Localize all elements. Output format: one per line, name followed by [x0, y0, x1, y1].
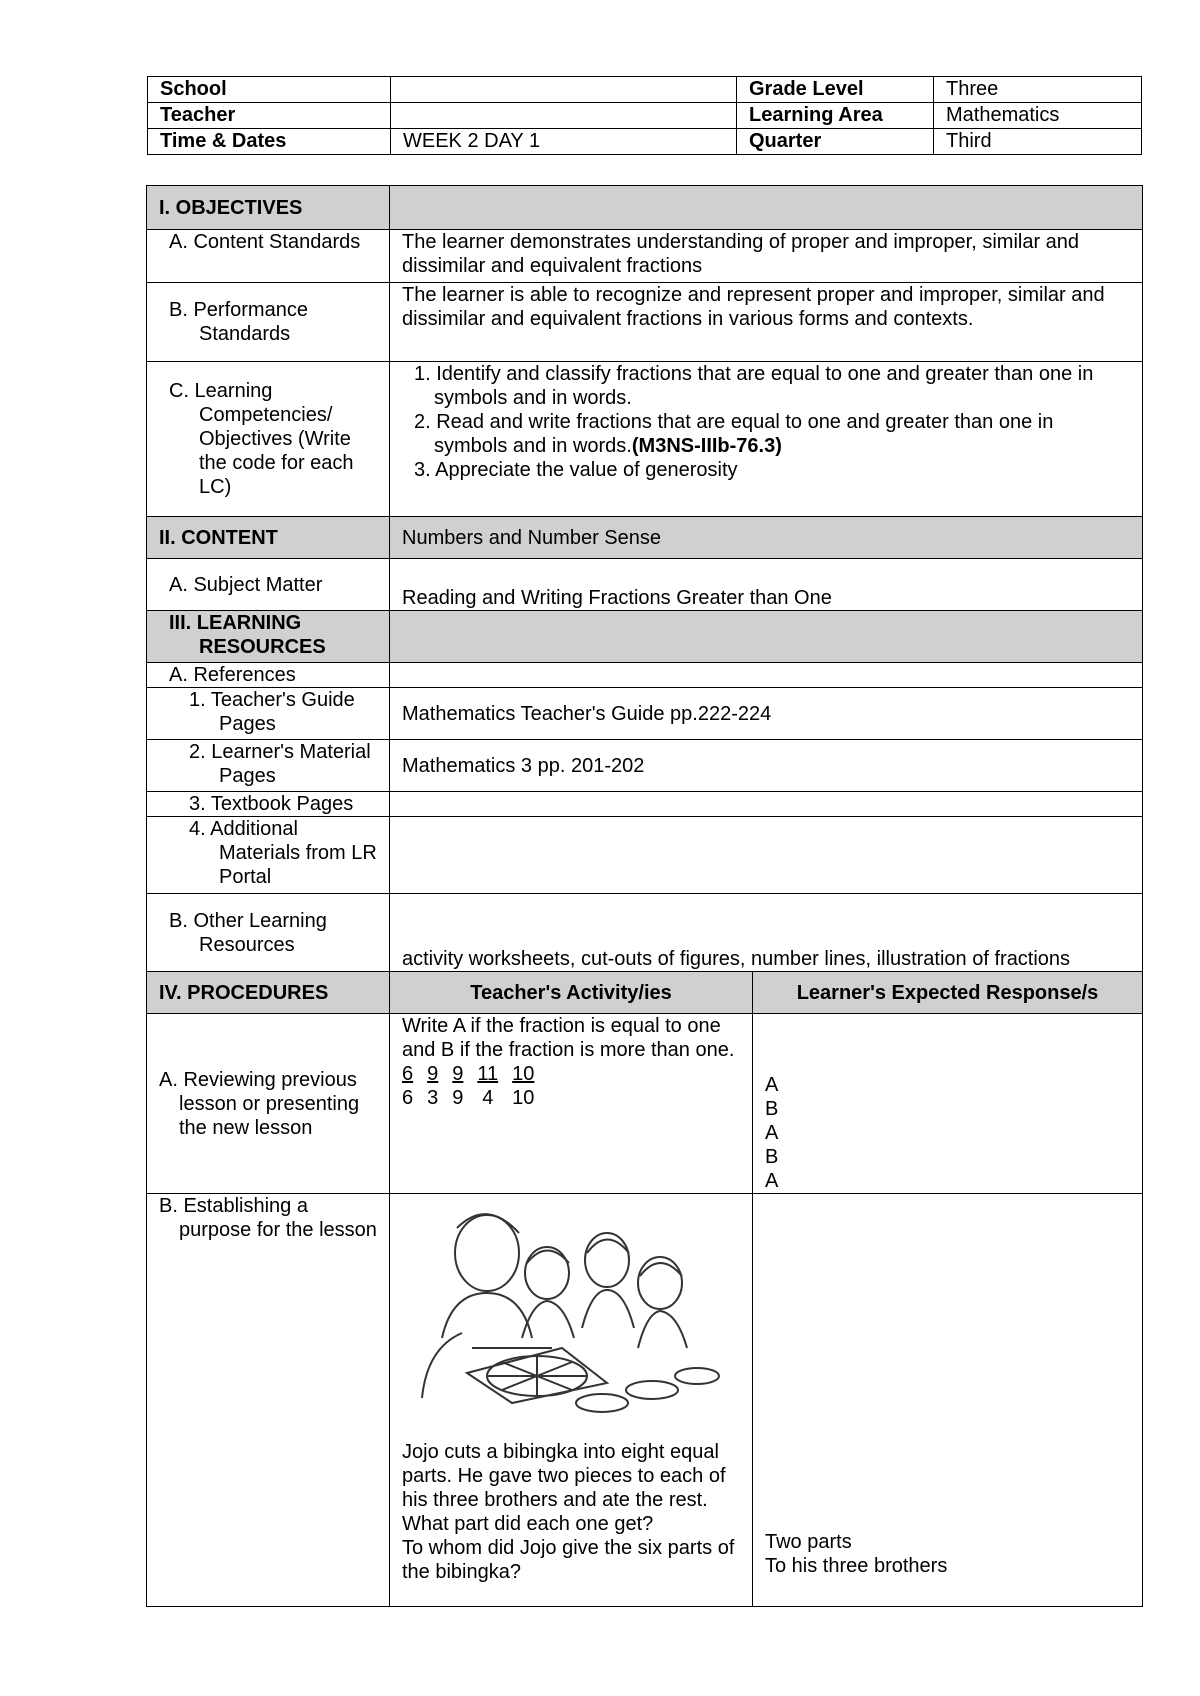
resources-heading: III. LEARNING RESOURCES [147, 611, 390, 663]
fraction-numerator: 10 [512, 1063, 535, 1085]
objectives-heading-blank [390, 186, 1143, 230]
fraction-denominator: 3 [427, 1087, 439, 1109]
teacher-label: Teacher [148, 103, 391, 129]
reviewing-answers [753, 1014, 1143, 1194]
fraction-denominator: 10 [512, 1087, 535, 1109]
textbook-label: 3. Textbook Pages [147, 792, 390, 817]
lesson-plan-table [146, 185, 1143, 1607]
additional-materials-value [390, 817, 1143, 894]
purpose-question-2: To whom did Jojo give the six parts of the bibingka? [402, 1537, 735, 1583]
learners-material-label: 2. Learner's Material Pages [147, 740, 390, 792]
references-value [390, 663, 1143, 688]
answer-item: B [765, 1098, 779, 1120]
fraction-numerator: 11 [477, 1063, 499, 1085]
objectives-heading: I. OBJECTIVES [147, 186, 390, 230]
competency-2-code: (M3NS-IIIb-76.3) [631, 435, 782, 457]
fraction-denominator: 6 [402, 1087, 414, 1109]
reviewing-instruction: Write A if the fraction is equal to one and B if the fraction is more than one. [402, 1015, 735, 1061]
bibingka-illustration-image [402, 1198, 722, 1418]
purpose-question-1: What part did each one get? [402, 1513, 654, 1535]
answer-item: A [765, 1122, 779, 1144]
purpose-activity [390, 1194, 753, 1607]
quarter-label: Quarter [737, 129, 934, 155]
competency-2-text: 2. Read and write fractions that are equal to one and greater than one in symbols and in words. [414, 411, 1054, 457]
other-resources-label: B. Other Learning Resources [147, 894, 390, 972]
competency-3: 3. Appreciate the value of generosity [414, 459, 738, 481]
time-value: WEEK 2 DAY 1 [391, 129, 737, 155]
time-label: Time & Dates [148, 129, 391, 155]
fraction-numerator: 9 [427, 1063, 439, 1085]
answer-item: A [765, 1170, 779, 1192]
teachers-guide-label: 1. Teacher's Guide Pages [147, 688, 390, 740]
performance-standards-label: B. Performance Standards [147, 283, 390, 362]
fraction-item [452, 1062, 463, 1110]
procedures-heading: IV. PROCEDURES [147, 972, 390, 1014]
teacher-value [391, 103, 737, 129]
purpose-answer-1: Two parts [765, 1531, 852, 1553]
fraction-item [477, 1062, 498, 1110]
subject-matter-value: Reading and Writing Fractions Greater than One [390, 559, 1143, 611]
other-resources-value: activity worksheets, cut-outs of figures, number lines, illustration of fractions [390, 894, 1143, 972]
grade-label: Grade Level [737, 77, 934, 103]
competency-2 [402, 410, 1130, 458]
content-standards-text: The learner demonstrates understanding of proper and improper, similar and dissimilar and equivalent fractions [390, 230, 1143, 283]
school-label: School [148, 77, 391, 103]
teachers-guide-value: Mathematics Teacher's Guide pp.222-224 [390, 688, 1143, 740]
learner-response-column: Learner's Expected Response/s [753, 972, 1143, 1014]
textbook-value [390, 792, 1143, 817]
resources-heading-blank [390, 611, 1143, 663]
learners-material-value: Mathematics 3 pp. 201-202 [390, 740, 1143, 792]
reviewing-lesson-label: A. Reviewing previous lesson or presenting the new lesson [147, 1014, 390, 1194]
school-value [391, 77, 737, 103]
additional-materials-label: 4. Additional Materials from LR Portal [147, 817, 390, 894]
reviewing-activity [390, 1014, 753, 1194]
header-table [147, 76, 1142, 155]
fraction-denominator: 4 [482, 1087, 494, 1109]
quarter-value: Third [934, 129, 1142, 155]
content-standards-label: A. Content Standards [147, 230, 390, 283]
competencies-list [390, 362, 1143, 517]
purpose-answers [753, 1194, 1143, 1607]
answer-item: B [765, 1146, 779, 1168]
area-value: Mathematics [934, 103, 1142, 129]
fraction-list [402, 1062, 740, 1110]
fraction-denominator: 9 [452, 1087, 464, 1109]
content-heading: II. CONTENT [147, 517, 390, 559]
competency-1: 1. Identify and classify fractions that are equal to one and greater than one in symbols and in words. [414, 363, 1094, 409]
answer-item: A [765, 1074, 779, 1096]
area-label: Learning Area [737, 103, 934, 129]
fraction-item [427, 1062, 438, 1110]
teacher-activity-column: Teacher's Activity/ies [390, 972, 753, 1014]
performance-standards-text: The learner is able to recognize and represent proper and improper, similar and dissimilar and equivalent fractions in various forms and contexts. [390, 283, 1143, 362]
subject-matter-label: A. Subject Matter [147, 559, 390, 611]
competencies-label: C. Learning Competencies/ Objectives (Write the code for each LC) [147, 362, 390, 517]
purpose-answer-2: To his three brothers [765, 1555, 948, 1577]
references-label: A. References [147, 663, 390, 688]
purpose-story: Jojo cuts a bibingka into eight equal parts. He gave two pieces to each of his three brothers and ate the rest. [402, 1441, 726, 1511]
purpose-label: B. Establishing a purpose for the lesson [147, 1194, 390, 1607]
fraction-numerator: 9 [452, 1063, 464, 1085]
content-heading-value: Numbers and Number Sense [390, 517, 1143, 559]
grade-value: Three [934, 77, 1142, 103]
fraction-numerator: 6 [402, 1063, 414, 1085]
fraction-item [402, 1062, 413, 1110]
fraction-item [512, 1062, 534, 1110]
